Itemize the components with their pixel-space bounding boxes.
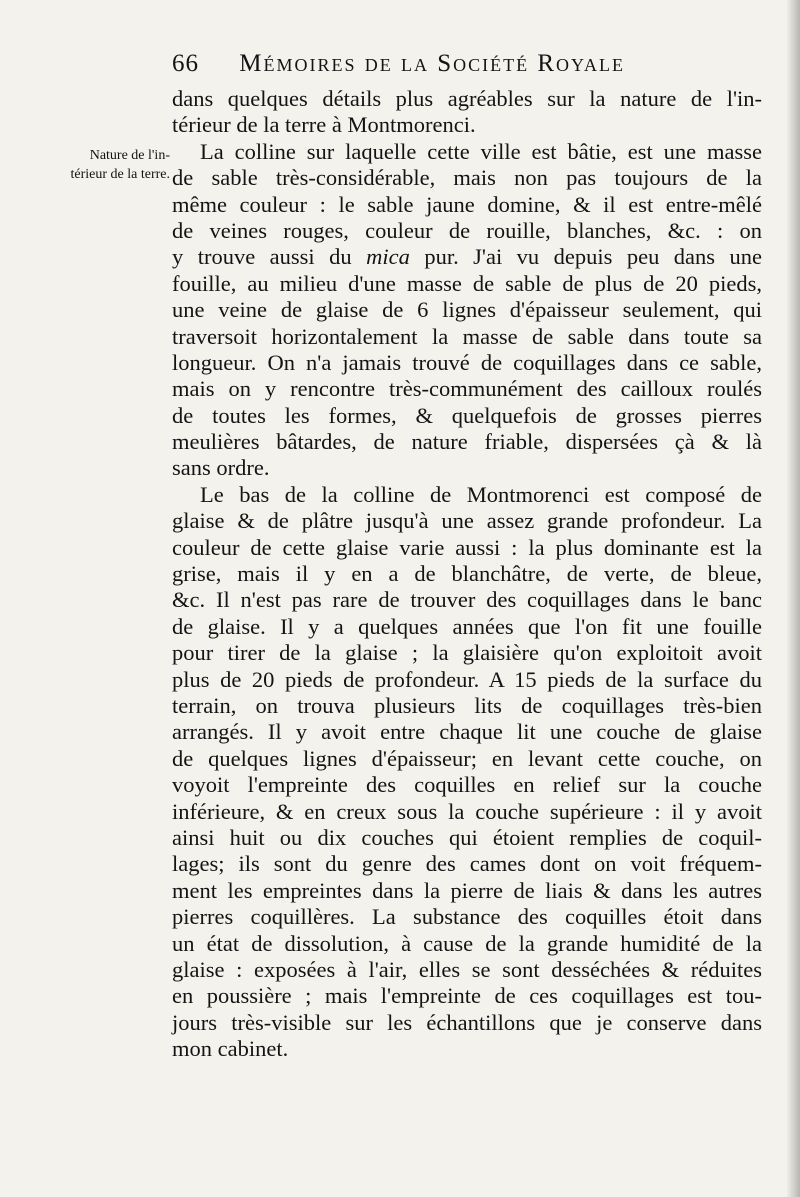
text-line: de veines rouges, couleur de rouille, blanches, &c. : on (172, 217, 762, 243)
text-line: plus de 20 pieds de profondeur. A 15 pieds de la surface du (172, 666, 762, 692)
text-line: &c. Il n'est pas rare de trouver des coquillages dans le banc (172, 587, 762, 613)
text-line: inférieure, & en creux sous la couche supérieure : il y avoit (172, 798, 762, 824)
text-line: La colline sur laquelle cette ville est bâtie, est une masse (200, 138, 762, 164)
text-line: pierres coquillères. La substance des coquilles étoit dans (172, 904, 762, 930)
text-line: ainsi huit ou dix couches qui étoient remplies de coquil- (172, 824, 762, 850)
body-text (172, 86, 762, 1062)
running-title: Mémoires de la Société Royale (239, 50, 626, 77)
text-line: terrain, on trouva plusieurs lits de coquillages très-bien (172, 692, 762, 718)
text-line: de toutes les formes, & quelquefois de grosses pierres (172, 402, 762, 428)
text-line: jours très-visible sur les échantillons que je conserve dans (172, 1009, 762, 1035)
text-line: lages; ils sont du genre des cames dont on voit fréquem- (172, 851, 762, 877)
text-line: couleur de cette glaise varie aussi : la plus dominante est la (172, 534, 762, 560)
text-line: térieur de la terre à Montmorenci. (172, 112, 476, 138)
text-line: y trouve aussi du mica pur. J'ai vu depuis peu dans une (172, 244, 763, 270)
text-line: glaise & de plâtre jusqu'à une assez grande profondeur. La (172, 508, 762, 534)
text-line: ment les empreintes dans la pierre de liais & dans les autres (172, 877, 762, 903)
text-line: fouille, au milieu d'une masse de sable de plus de 20 pieds, (172, 270, 762, 296)
text-line: Le bas de la colline de Montmorenci est composé de (200, 481, 762, 507)
text-line: une veine de glaise de 6 lignes d'épaisseur seulement, qui (172, 297, 762, 323)
text-line: même couleur : le sable jaune domine, & il est entre-mêlé (172, 191, 762, 217)
text-line: glaise : exposées à l'air, elles se sont desséchées & réduites (172, 956, 762, 982)
running-header (172, 50, 712, 86)
text-line: meulières bâtardes, de nature friable, dispersées çà & là (172, 429, 762, 455)
page-number: 66 (172, 50, 199, 77)
text-line: voyoit l'empreinte des coquilles en relief sur la couche (172, 772, 762, 798)
text-line: arrangés. Il y avoit entre chaque lit une couche de glaise (172, 719, 762, 745)
margin-note (22, 146, 170, 184)
text-line: de sable très-considérable, mais non pas toujours de la (172, 165, 762, 191)
text-line: de glaise. Il y a quelques années que l'on fit une fouille (172, 613, 762, 639)
text-line: en poussière ; mais l'empreinte de ces coquillages est tou- (172, 983, 762, 1009)
text-line: sans ordre. (172, 455, 270, 481)
text-line: de quelques lignes d'épaisseur; en levant cette couche, on (172, 745, 762, 771)
page-edge-shadow (786, 0, 800, 1197)
text-line: longueur. On n'a jamais trouvé de coquillages dans ce sable, (172, 349, 762, 375)
text-line: mais on y rencontre très-communément des cailloux roulés (172, 376, 762, 402)
text-line: grise, mais il y en a de blanchâtre, de verte, de bleue, (172, 561, 762, 587)
text-line: mon cabinet. (172, 1036, 289, 1062)
margin-note-line: Nature de l'in- (89, 148, 170, 163)
text-line: un état de dissolution, à cause de la grande humidité de la (172, 930, 762, 956)
text-line: dans quelques détails plus agréables sur la nature de l'in- (172, 86, 762, 111)
text-line: pour tirer de la glaise ; la glaisière qu'on exploitoit avoit (172, 640, 762, 666)
text-line: traversoit horizontalement la masse de sable dans toute sa (172, 323, 762, 349)
margin-note-line: térieur de la terre. (70, 167, 170, 182)
